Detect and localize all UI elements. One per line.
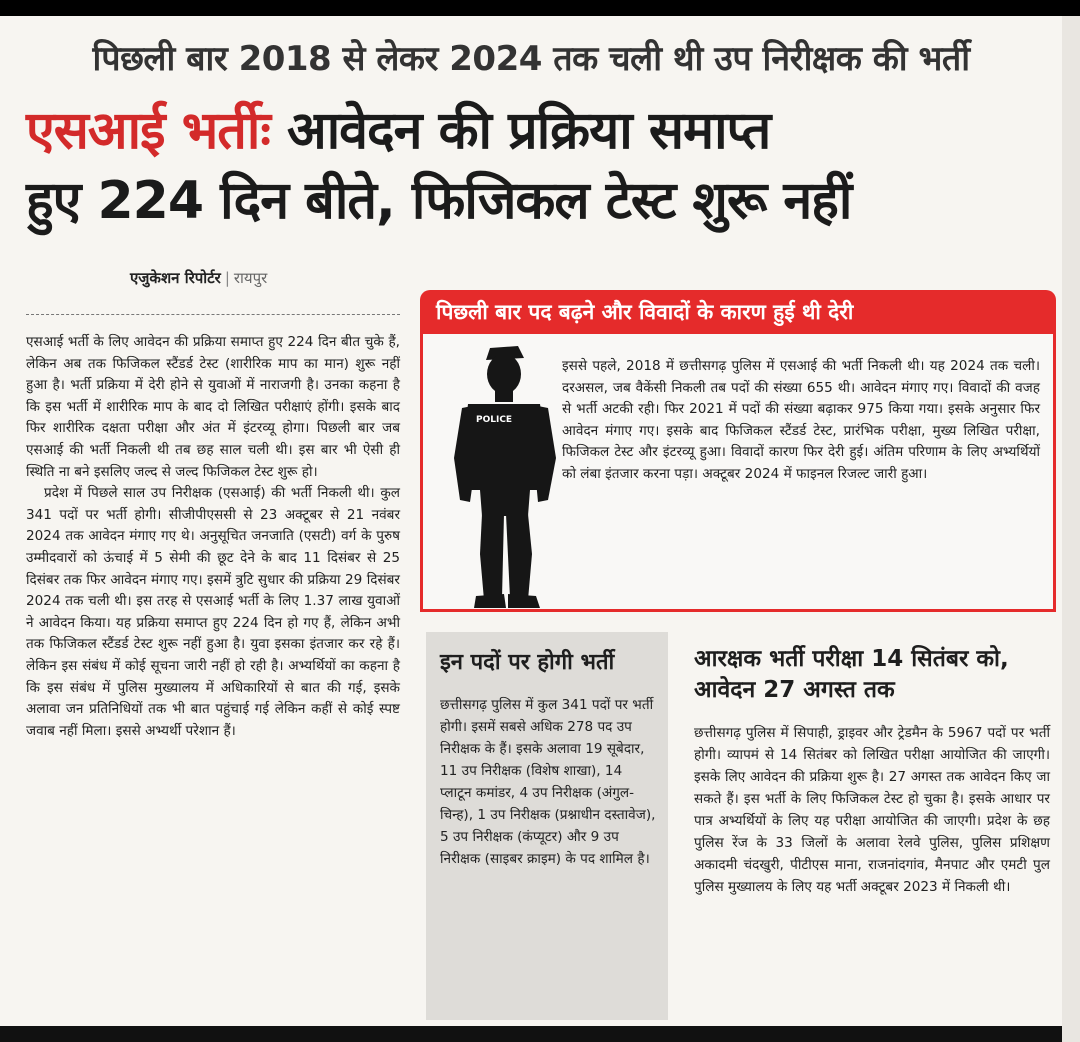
police-officer-silhouette bbox=[438, 340, 568, 612]
byline bbox=[130, 268, 267, 288]
main-story-paragraph: प्रदेश में पिछले साल उप निरीक्षक (एसआई) की भर्ती निकली थी। कुल 341 पदों पर भर्ती होगी। सीजीपीएससी से 23 अक्टूबर से 21 नवंबर 2024 तक आवेदन मंगाए गए थे। अनुसूचित जनजाति (एसटी) वर्ग के पुरुष उम्मीदवारों को ऊंचाई में 5 सेमी की छूट देने के बाद 11 दिसंबर से 25 दिसंबर तक फिर आवेदन मंगाए गए। इसमें त्रुटि सुधार की प्रक्रिया 29 दिसंबर 2024 तक चली थी। इस तरह से एसआई भर्ती के लिए 1.37 लाख युवाओं ने आवेदन किया। यह प्रक्रिया समाप्त हुए 224 दिन हो गए हैं, लेकिन अभी तक फिजिकल स्टैंडर्ड टेस्ट शुरू नहीं हुआ है। युवा इसका इंतजार कर रहे हैं। लेकिन इस संबंध में कोई सूचना जारी नहीं हो रही है। अभ्यर्थियों का कहना है कि इस संबंध में पुलिस मुख्यालय में अधिकारियों से बात की गई, इसके अलावा जन प्रतिनिधियों तक भी बात पहुंचाई गई लेकिन कहीं से कोई स्पष्ट जवाब नहीं मिला। इससे अभ्यर्थी परेशान हैं। bbox=[26, 485, 400, 739]
posts-box bbox=[426, 632, 668, 1020]
byline-separator: | bbox=[224, 269, 230, 287]
byline-reporter: एजुकेशन रिपोर्टर bbox=[130, 269, 221, 287]
headline-line2: हुए 224 दिन बीते, फिजिकल टेस्ट शुरू नहीं bbox=[26, 171, 852, 231]
kicker-headline: पिछली बार 2018 से लेकर 2024 तक चली थी उप निरीक्षक की भर्ती bbox=[92, 39, 970, 79]
posts-box-title: इन पदों पर होगी भर्ती bbox=[440, 650, 615, 675]
main-story bbox=[26, 332, 400, 742]
police-label: POLICE bbox=[476, 415, 513, 425]
byline-divider bbox=[26, 314, 400, 315]
adjacent-page-strip bbox=[1062, 16, 1080, 1042]
boxed-story-title: पिछली बार पद बढ़ने और विवादों के कारण हुई थी देरी bbox=[420, 290, 1056, 334]
bottom-border bbox=[0, 1026, 1062, 1042]
byline-city: रायपुर bbox=[233, 269, 268, 287]
main-story-paragraph: एसआई भर्ती के लिए आवेदन की प्रक्रिया समाप्त हुए 224 दिन बीत चुके हैं, लेकिन अब तक फिजिकल स्टैंडर्ड टेस्ट (शारीरिक माप का मान) शुरू नहीं हुआ है। भर्ती प्रक्रिया में देरी होने से युवाओं में नाराजगी है। उनका कहना है कि इस भर्ती में शारीरिक माप के बाद दो लिखित परीक्षाएं होंगी। इसके बाद फिर शारीरिक दक्षता परीक्षा और अंत में इंटरव्यू होगा। पिछली बार जब एसआई की भर्ती निकली थी तब छह साल चली थी। इस बार भी ऐसी ही स्थिति ना बने इसलिए जल्द से जल्द फिजिकल टेस्ट शुरू हो। bbox=[26, 334, 400, 480]
main-headline bbox=[26, 96, 1056, 236]
headline-lead: एसआई भर्तीः bbox=[26, 101, 270, 161]
boxed-story-text: इससे पहले, 2018 में छत्तीसगढ़ पुलिस में एसआई की भर्ती निकली थी। यह 2024 तक चली। दरअसल, जब वैकेंसी निकली तब पदों की संख्या 655 थी। आवेदन मंगाए गए। विवादों की वजह से भर्ती अटकी रही। फिर 2021 में पदों की संख्या बढ़ाकर 975 किया गया। इसके अनुसार फिर आवेदन मंगाए गए। इसके बाद फिजिकल स्टैंडर्ड टेस्ट, प्रारंभिक परीक्षा, मुख्य लिखित परीक्षा, फिजिकल टेस्ट और इंटरव्यू हुआ। विवादों कारण फिर देरी हुई। अंतिम परिणाम के लिए अभ्यर्थियों को लंबा इंतजार करना पड़ा। अक्टूबर 2024 में फाइनल रिजल्ट जारी हुआ। bbox=[562, 358, 1040, 482]
constable-story-text: छत्तीसगढ़ पुलिस में सिपाही, ड्राइवर और ट्रेडमैन के 5967 पदों पर भर्ती होगी। व्यापमं से 14 सितंबर को लिखित परीक्षा आयोजित की जाएगी। इसके लिए आवेदन की प्रक्रिया शुरू है। 27 अगस्त तक आवेदन किए जा सकते हैं। इस भर्ती के लिए फिजिकल टेस्ट हो चुका है। इसके आधार पर पात्र अभ्यर्थियों के लिए यह परीक्षा आयोजित की जाएगी। प्रदेश के छह पुलिस रेंज के 33 जिलों के अलावा रेलवे पुलिस, पुलिस प्रशिक्षण अकादमी चंदखुरी, पीटीएस माना, राजनांदगांव, मैनपाट और एमटी पुल पुलिस मुख्यालय के लिए यह भर्ती अक्टूबर 2023 में निकली थी। bbox=[694, 725, 1050, 895]
constable-story-title: आरक्षक भर्ती परीक्षा 14 सितंबर को, आवेदन 27 अगस्त तक bbox=[694, 646, 1009, 703]
posts-box-text: छत्तीसगढ़ पुलिस में कुल 341 पदों पर भर्ती होगी। इसमें सबसे अधिक 278 पद उप निरीक्षक के हैं। इसके अलावा 19 सूबेदार, 11 उप निरीक्षक (विशेष शाखा), 14 प्लाटून कमांडर, 4 उप निरीक्षक (अंगुल-चिन्ह), 1 उप निरीक्षक (प्रश्नाधीन दस्तावेज), 5 उप निरीक्षक (कंप्यूटर) और 9 उप निरीक्षक (साइबर क्राइम) के पद शामिल है। bbox=[440, 697, 656, 867]
headline-line1: आवेदन की प्रक्रिया समाप्त bbox=[286, 101, 771, 161]
